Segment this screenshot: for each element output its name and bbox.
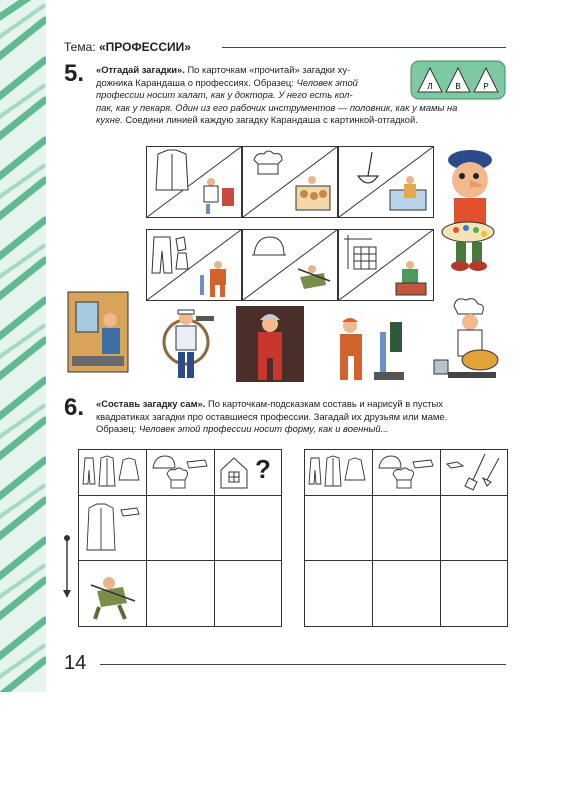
exercise-5-line: По карточкам «прочитай» загадки ху- [184,64,351,75]
exercise-5-line: профессии носит халат, как у доктора. У него есть кол- [96,89,353,100]
hats-icon [373,450,439,494]
badge-letter-v: В [455,82,461,91]
grid-cell-empty[interactable] [215,561,281,626]
hats-icon [147,450,213,494]
topic-label: Тема: [64,40,96,54]
exercise-6-line: Человек этой профессии носит форму, как и военный... [136,423,389,434]
overalls-icon [152,237,188,273]
badge-letter-r: Р [483,82,489,91]
exercise-5-line: пак, как у пекаря. Один из его рабочих инструментов — половник, как у мамы на [96,101,458,113]
grid-cell-empty[interactable] [441,561,507,626]
grid-cell-empty[interactable] [305,561,373,626]
riddle-grid-left [78,449,282,627]
page-title [64,40,191,54]
clothes-icon [305,450,371,494]
page-number: 14 [64,652,87,674]
riddle-card-builder[interactable] [339,230,434,301]
grid-cell-clothes [79,450,147,496]
exercise-5-line: кухне. [96,114,123,125]
robe-cap-icon [79,496,145,558]
skills-badge [410,60,506,100]
riddle-card-baker[interactable] [243,147,338,218]
grid-cell-empty[interactable] [215,496,281,561]
exercise-5-title: «Отгадай загадки». [96,64,185,75]
firefighter-illustration [236,306,304,382]
house-icon [219,456,249,490]
exercise-5-text [96,64,457,127]
exercise-6-number: 6. [64,394,85,421]
exercise-5-number: 5. [64,60,85,87]
chef-hat-icon [254,151,282,174]
grid-cell-question [215,450,281,496]
sailor-illustration [152,304,220,382]
grid-cell-empty[interactable] [373,496,441,561]
riddle-row-2 [146,229,434,301]
exercise-5-line: Человек этой [293,76,358,88]
grid-cell-empty[interactable] [147,561,215,626]
pencil-character-illustration [440,146,510,274]
clothes-icon [79,450,145,494]
grid-cell-hats [147,450,215,496]
riddle-grid-right [304,449,508,627]
driver-illustration [64,286,134,378]
riddle-row-1 [146,146,434,218]
riddle-card-ladle[interactable] [339,147,434,218]
topic-name: «ПРОФЕССИИ» [98,40,191,54]
riddle-card-miner[interactable] [243,230,338,301]
decorative-stripe [0,0,46,692]
exercise-6-line: Образец: [96,423,137,434]
robe-icon [156,150,188,190]
exercise-6-line: По карточкам-подсказкам составь и нарисуй в пустых [205,398,443,409]
down-arrow-icon [62,534,72,600]
exercise-5-line: дожника Карандаша о профессиях. Образец: [96,76,294,88]
bottom-rule [100,664,506,665]
grid-cell-empty[interactable] [147,496,215,561]
soldier-icon [79,561,145,623]
grid-cell-clothes [305,450,373,496]
grid-cell-empty[interactable] [373,561,441,626]
grid-cell-robe [79,496,147,561]
grid-cell-tools [441,450,507,496]
badge-letter-l: Л [427,82,433,91]
grid-cell-hats [373,450,441,496]
exercise-6-text [96,398,447,436]
grid-cell-soldier [79,561,147,626]
riddle-card-plumber[interactable] [147,230,242,301]
exercise-6-line: квадратиках загадки про оставшиеся профессии. Загадай их друзьям или маме. [96,410,448,422]
chef-illustration [428,296,508,382]
question-mark: ? [255,454,271,484]
welder-illustration [320,312,412,384]
exercise-6-title: «Составь загадку сам». [96,398,206,409]
riddle-card-cook[interactable] [147,147,242,218]
grid-cell-empty[interactable] [441,496,507,561]
grid-cell-empty[interactable] [305,496,373,561]
title-rule [222,47,506,48]
tools-icon [441,450,505,494]
exercise-5-line: Соедини линией каждую загадку Карандаша с картинкой-отгадкой. [122,114,418,125]
